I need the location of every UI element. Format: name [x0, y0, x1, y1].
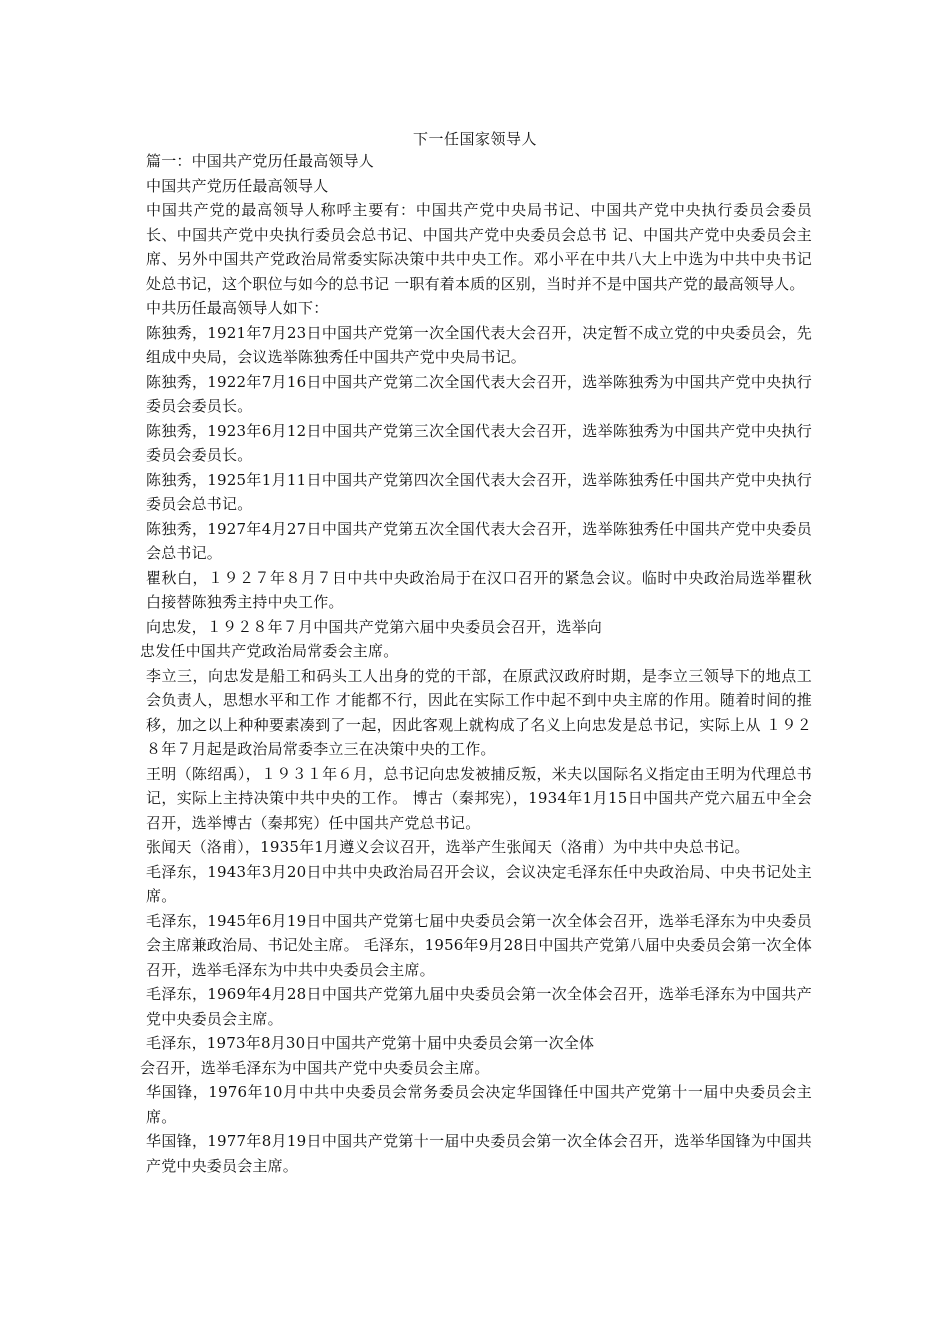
paragraph-entry: 陈独秀，1923年6月12日中国共产党第三次全国代表大会召开，选举陈独秀为中国共产党中央执行委员会委员长。 [146, 421, 812, 464]
document-title: 下一任国家领导人 [412, 130, 537, 148]
paragraph-entry-continued: 忠发任中国共产党政治局常委会主席。 [140, 642, 399, 660]
paragraph-entry: 毛泽东，1973年8月30日中国共产党第十届中央委员会第一次全体 [146, 1034, 595, 1052]
paragraph-entry: 瞿秋白，１９２７年８月７日中共中央政治局于在汉口召开的紧急会议。临时中央政治局选举瞿秋白接替陈独秀主持中央工作。 [146, 568, 812, 611]
paragraph-entry: 张闻天（洛甫），1935年1月遵义会议召开，选举产生张闻天（洛甫）为中共中央总书记。 [146, 838, 750, 856]
paragraph-entry: 王明（陈绍禹），１９３１年６月，总书记向忠发被捕反叛，米夫以国际名义指定由王明为代理总书记，实际上主持决策中共中央的工作。 博古（秦邦宪），1934年1月15日中国共产党六届五中全会召开，选举博古（秦邦宪）任中国共产党总书记。 [146, 764, 812, 832]
paragraph-entry: 华国锋，1976年10月中共中央委员会常务委员会决定华国锋任中国共产党第十一届中央委员会主席。 [146, 1083, 812, 1126]
paragraph-entry: 陈独秀，1925年1月11日中国共产党第四次全国代表大会召开，选举陈独秀任中国共产党中央执行委员会总书记。 [146, 470, 812, 513]
paragraph-entry-continued: 会召开，选举毛泽东为中国共产党中央委员会主席。 [140, 1058, 490, 1077]
paragraph-entry: 毛泽东，1943年3月20日中共中央政治局召开会议，会议决定毛泽东任中央政治局、中央书记处主席。 [146, 862, 812, 905]
paragraph-section-heading: 篇一：中国共产党历任最高领导人 [146, 152, 375, 170]
paragraph-entry: 毛泽东，1945年6月19日中国共产党第七届中央委员会第一次全体会召开，选举毛泽东为中央委员会主席兼政治局、书记处主席。 毛泽东，1956年9月28日中国共产党第八届中央委员会第一次全体召开，选举毛泽东为中共中央委员会主席。 [146, 911, 812, 979]
paragraph-entry: 陈独秀，1921年7月23日中国共产党第一次全国代表大会召开，决定暂不成立党的中央委员会，先组成中央局，会议选举陈独秀任中国共产党中央局书记。 [146, 323, 812, 366]
paragraph-entry: 李立三，向忠发是船工和码头工人出身的党的干部，在原武汉政府时期，是李立三领导下的地点工会负责人，思想水平和工作 才能都不行，因此在实际工作中起不到中央主席的作用。随着时间的推移，加之以上种种要素凑到了一起，因此客观上就构成了名义上向忠发是总书记，实际上从 １９２８年７月起是政治局常委李立三在决策中央的工作。 [146, 666, 812, 758]
paragraph-entry: 华国锋，1977年8月19日中国共产党第十一届中央委员会第一次全体会召开，选举华国锋为中国共产党中央委员会主席。 [146, 1132, 812, 1175]
paragraph-entry: 陈独秀，1927年4月27日中国共产党第五次全国代表大会召开，选举陈独秀任中国共产党中央委员会总书记。 [146, 519, 812, 562]
paragraph-subheading: 中国共产党历任最高领导人 [146, 176, 329, 195]
paragraph-entry: 向忠发，１９２８年７月中国共产党第六届中央委员会召开，选举向 [146, 617, 603, 636]
paragraph-intro: 中国共产党的最高领导人称呼主要有：中国共产党中央局书记、中国共产党中央执行委员会委员长、中国共产党中央执行委员会总书记、中国共产党中央委员会总书 记、中国共产党中央委员会主席、另外中国共产党政治局常委实际决策中共中央工作。邓小平在中共八大上中选为中共中央书记处总书记，这个职位与如今的总书记 一职有着本质的区别，当时并不是中国共产党的最高领导人。 [146, 201, 812, 293]
document-body [140, 149, 812, 1178]
paragraph-list-intro: 中共历任最高领导人如下： [146, 299, 329, 317]
paragraph-entry: 陈独秀，1922年7月16日中国共产党第二次全国代表大会召开，选举陈独秀为中国共产党中央执行委员会委员长。 [146, 372, 812, 415]
paragraph-entry: 毛泽东，1969年4月28日中国共产党第九届中央委员会第一次全体会召开，选举毛泽东为中国共产党中央委员会主席。 [146, 985, 812, 1028]
